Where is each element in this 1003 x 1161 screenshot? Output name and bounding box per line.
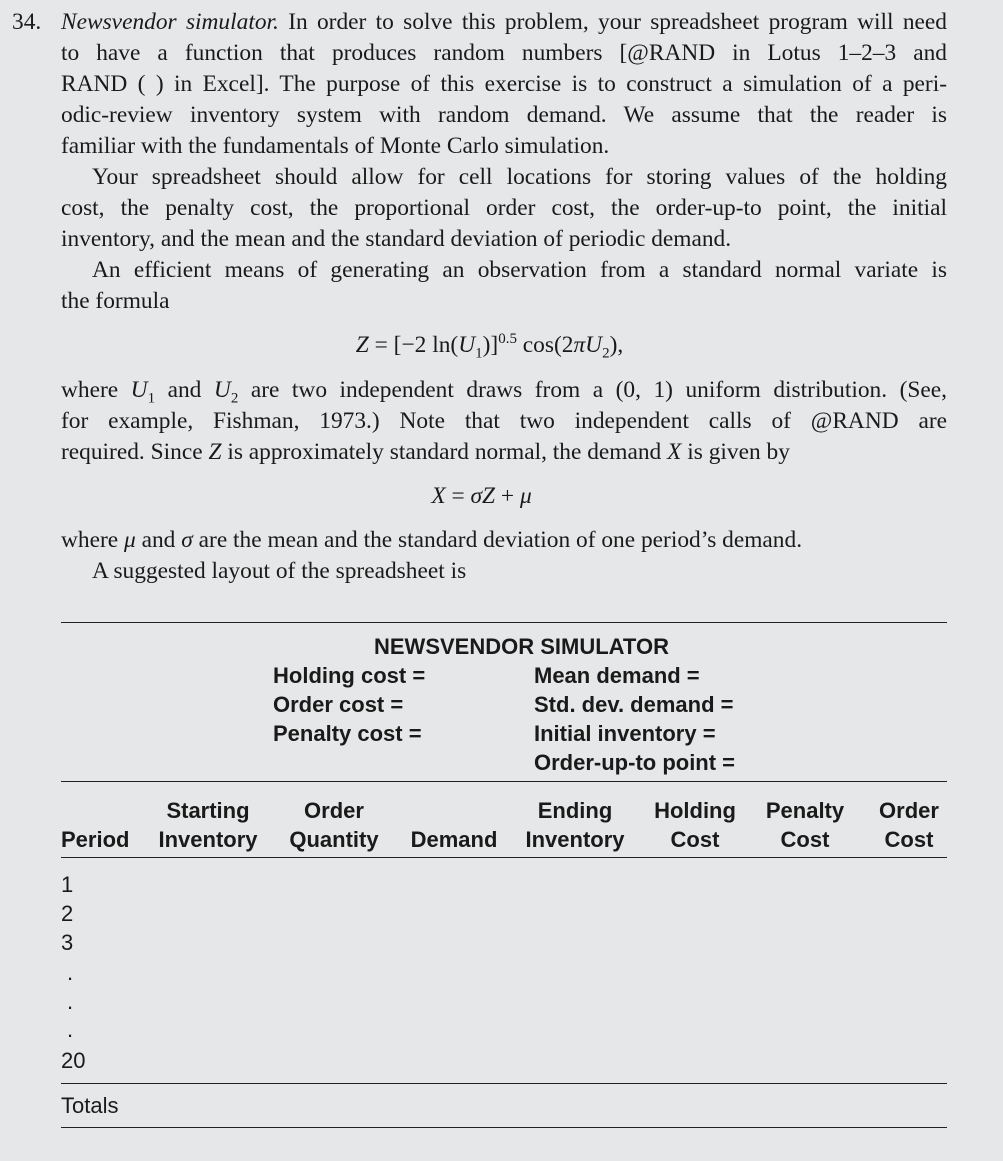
problem-line-5: familiar with the fundamentals of Monte Carlo simulation. xyxy=(61,133,610,159)
col-header-penalty: Penalty xyxy=(765,798,845,823)
problem-line-12: for example, Fishman, 1973.) Note that two independent calls of @RAND are xyxy=(61,408,947,434)
text-fragment: is approximately standard normal, the demand xyxy=(227,439,662,465)
demand-formula: X = σZ + μ xyxy=(431,483,532,509)
problem-line-2: to have a function that produces random numbers [@RAND in Lotus 1–2–3 and xyxy=(61,40,947,66)
text-fragment: and xyxy=(141,527,176,553)
problem-line-11: where $U_1$ and $U_2$ are two independent draws from a (0, 1) uniform distribution. (See, xyxy=(61,377,948,407)
problem-line-15: A suggested layout of the spreadsheet is xyxy=(92,558,467,584)
col-header-holding-cost: Cost xyxy=(670,827,720,852)
sheet-title: NEWSVENDOR SIMULATOR xyxy=(374,634,669,659)
param-initial-inventory: Initial inventory = xyxy=(534,721,716,746)
text-fragment: are two independent draws from a (0, 1) uniform distribution. (See, xyxy=(250,377,948,403)
col-header-inventory: Inventory xyxy=(158,827,258,852)
problem-line-14: where μ and σ are the mean and the standard deviation of one period’s demand. xyxy=(61,527,803,553)
box-muller-formula: Z = [−2 $\ln(U_1)]^{0.5}$ $\cos(2\pi U_2)$, xyxy=(355,331,624,362)
text-fragment: are the mean and the standard deviation of one period’s demand. xyxy=(198,527,803,553)
param-mean-demand: Mean demand = xyxy=(534,663,700,688)
col-header-order-2: Order xyxy=(879,798,939,823)
col-header-order-cost: Cost xyxy=(884,827,934,852)
rule-top xyxy=(61,622,947,623)
col-header-demand: Demand xyxy=(410,827,498,852)
col-header-holding: Holding xyxy=(654,798,736,823)
period-ellipsis-dot: . xyxy=(67,1017,74,1042)
text-fragment: required. Since xyxy=(61,439,203,465)
text-fragment: In order to solve this problem, your spreadsheet program will need xyxy=(288,9,947,35)
period-row: 2 xyxy=(61,901,74,926)
text-fragment: is given by xyxy=(687,439,790,465)
param-std-dev-demand: Std. dev. demand = xyxy=(534,692,734,717)
rule-bottom xyxy=(61,1127,947,1128)
param-penalty-cost: Penalty cost = xyxy=(273,721,422,746)
problem-number: 34. xyxy=(12,9,42,35)
period-ellipsis-dot: . xyxy=(67,989,74,1014)
problem-line-9: An efficient means of generating an observation from a standard normal variate is xyxy=(92,257,947,283)
problem-line-8: inventory, and the mean and the standard deviation of periodic demand. xyxy=(61,226,732,252)
rule-header-bottom xyxy=(61,857,947,858)
text-fragment: and xyxy=(167,377,202,403)
period-row: 3 xyxy=(61,930,74,955)
problem-line-1 xyxy=(61,7,947,38)
col-header-quantity: Quantity xyxy=(289,827,379,852)
problem-title: Newsvendor simulator. xyxy=(61,9,279,35)
rule-totals-top xyxy=(61,1083,947,1084)
col-header-penalty-cost: Cost xyxy=(780,827,830,852)
problem-line-10: the formula xyxy=(61,288,170,314)
col-header-ending: Ending xyxy=(537,798,613,823)
param-order-up-to-point: Order-up-to point = xyxy=(534,750,736,775)
col-header-order: Order xyxy=(304,798,364,823)
period-row: 1 xyxy=(61,872,74,897)
problem-line-6: Your spreadsheet should allow for cell locations for storing values of the holding xyxy=(92,164,947,190)
col-header-starting: Starting xyxy=(166,798,250,823)
period-ellipsis-dot: . xyxy=(67,960,74,985)
totals-label: Totals xyxy=(61,1093,119,1118)
param-order-cost: Order cost = xyxy=(273,692,404,717)
rule-middle xyxy=(61,781,947,782)
problem-line-7: cost, the penalty cost, the proportional order cost, the order-up-to point, the initial xyxy=(61,195,947,221)
param-holding-cost: Holding cost = xyxy=(273,663,426,688)
problem-line-3: RAND ( ) in Excel]. The purpose of this exercise is to construct a simulation of a peri- xyxy=(61,71,947,97)
col-header-ending-inventory: Inventory xyxy=(525,827,625,852)
period-row-last: 20 xyxy=(61,1048,86,1073)
problem-line-13: required. Since Z is approximately standard normal, the demand X is given by xyxy=(61,439,790,465)
text-fragment: where xyxy=(61,377,119,403)
text-fragment: where xyxy=(61,527,119,553)
col-header-period: Period xyxy=(61,827,130,852)
problem-line-4: odic-review inventory system with random demand. We assume that the reader is xyxy=(61,102,947,128)
